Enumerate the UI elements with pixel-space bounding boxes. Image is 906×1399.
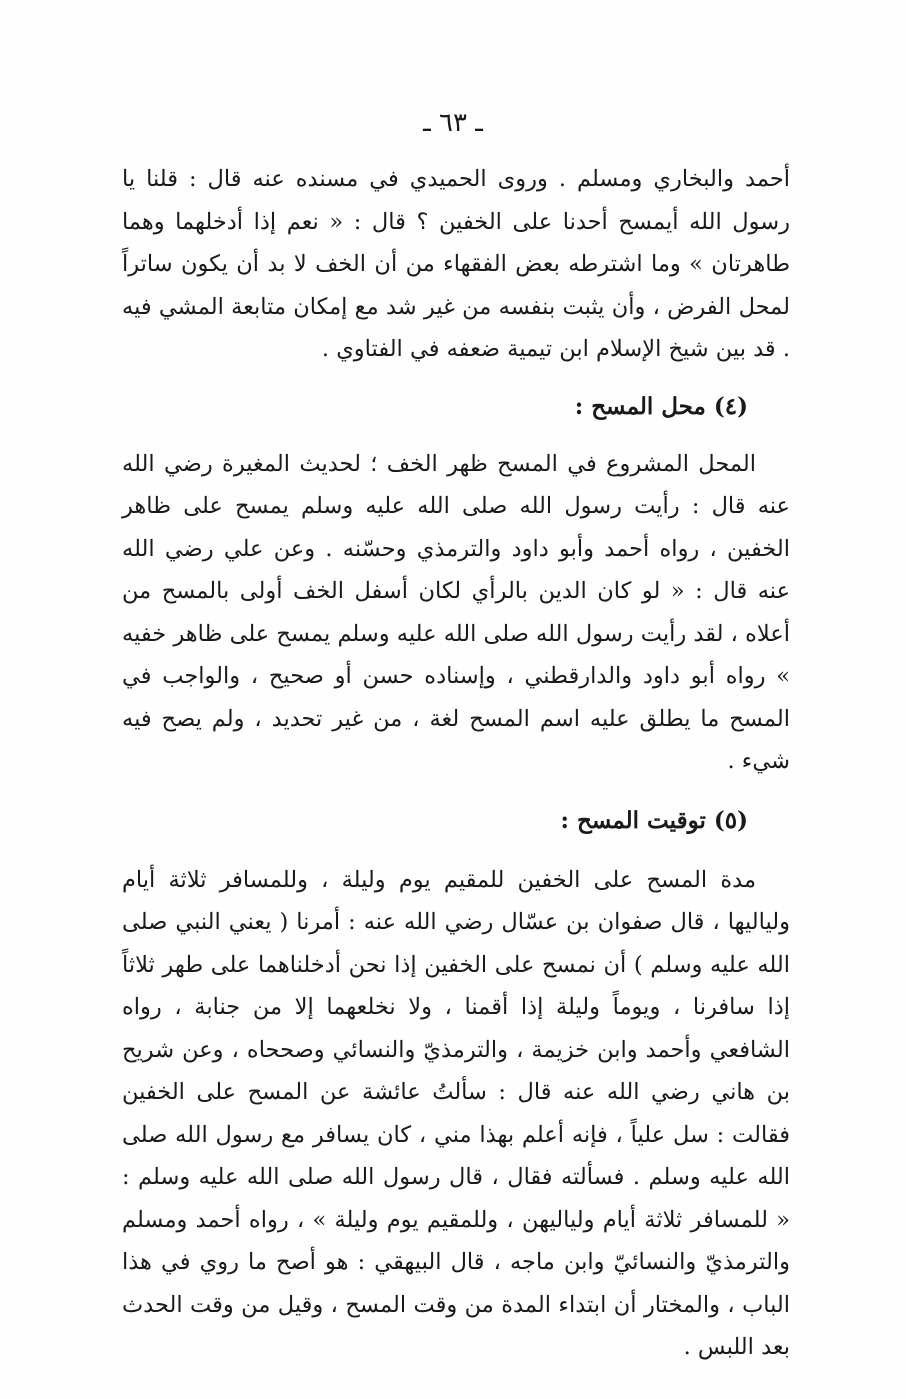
- paragraph-continuation: أحمد والبخاري ومسلم . وروى الحميدي في مسنده عنه قال : قلنا يا رسول الله أيمسح أحدنا على الخفين ؟ قال : « نعم إذا أدخلهما وهما طاهرتان » وما اشترطه بعض الفقهاء من أن الخف لا بد أن يكون ساتراً لمحل الفرض ، وأن يثبت بنفسه من غير شد مع إمكان متابعة المشي فيه . قد بين شيخ الإسلام ابن تيمية ضعفه في الفتاوي .: [122, 166, 790, 362]
- page-number: ـ ٦٣ ـ: [423, 108, 483, 138]
- paragraph-tawqit-al-mash: مدة المسح على الخفين للمقيم يوم وليلة ، وللمسافر ثلاثة أيام ولياليها ، قال صفوان بن عسّال رضي الله عنه : أمرنا ( يعني النبي صلى الله عليه وسلم ) أن نمسح على الخفين إذا نحن أدخلناهما على طهر ثلاثاً إذا سافرنا ، ويوماً وليلة إذا أقمنا ، ولا نخلعهما إلا من جنابة ، رواه الشافعي وأحمد وابن خزيمة ، والترمذيّ والنسائي وصححاه ، وعن شريح بن هاني رضي الله عنه قال : سألتُ عائشة عن المسح على الخفين فقالت : سل علياً ، فإنه أعلم بهذا مني ، كان يسافر مع رسول الله صلى الله عليه وسلم . فسألته فقال ، قال رسول الله صلى الله عليه وسلم : « للمسافر ثلاثة أيام ولياليهن ، وللمقيم يوم وليلة » ، رواه أحمد ومسلم والترمذيّ والنسائيّ وابن ماجه ، قال البيهقي : هو أصح ما روي في هذا الباب ، والمختار أن ابتداء المدة من وقت المسح ، وقيل من وقت الحدث بعد اللبس .: [122, 866, 790, 1360]
- section-heading-4: (٤) محل المسح :: [574, 392, 748, 420]
- paragraph-mahal-al-mash: المحل المشروع في المسح ظهر الخف ؛ لحديث المغيرة رضي الله عنه قال : رأيت رسول الله صلى الله عليه وسلم يمسح على ظاهر الخفين ، رواه أحمد وأبو داود والترمذي وحسّنه . وعن علي رضي الله عنه قال : « لو كان الدين بالرأي لكان أسفل الخف أولى بالمسح من أعلاه ، لقد رأيت رسول الله صلى الله عليه وسلم يمسح على ظاهر خفيه » رواه أبو داود والدارقطني ، وإسناده حسن أو صحيح ، والواجب في المسح ما يطلق عليه اسم المسح لغة ، من غير تحديد ، ولم يصح فيه شيء .: [122, 450, 790, 774]
- page-body: [122, 158, 790, 1369]
- section-heading-5: (٥) توقيت المسح :: [560, 806, 748, 834]
